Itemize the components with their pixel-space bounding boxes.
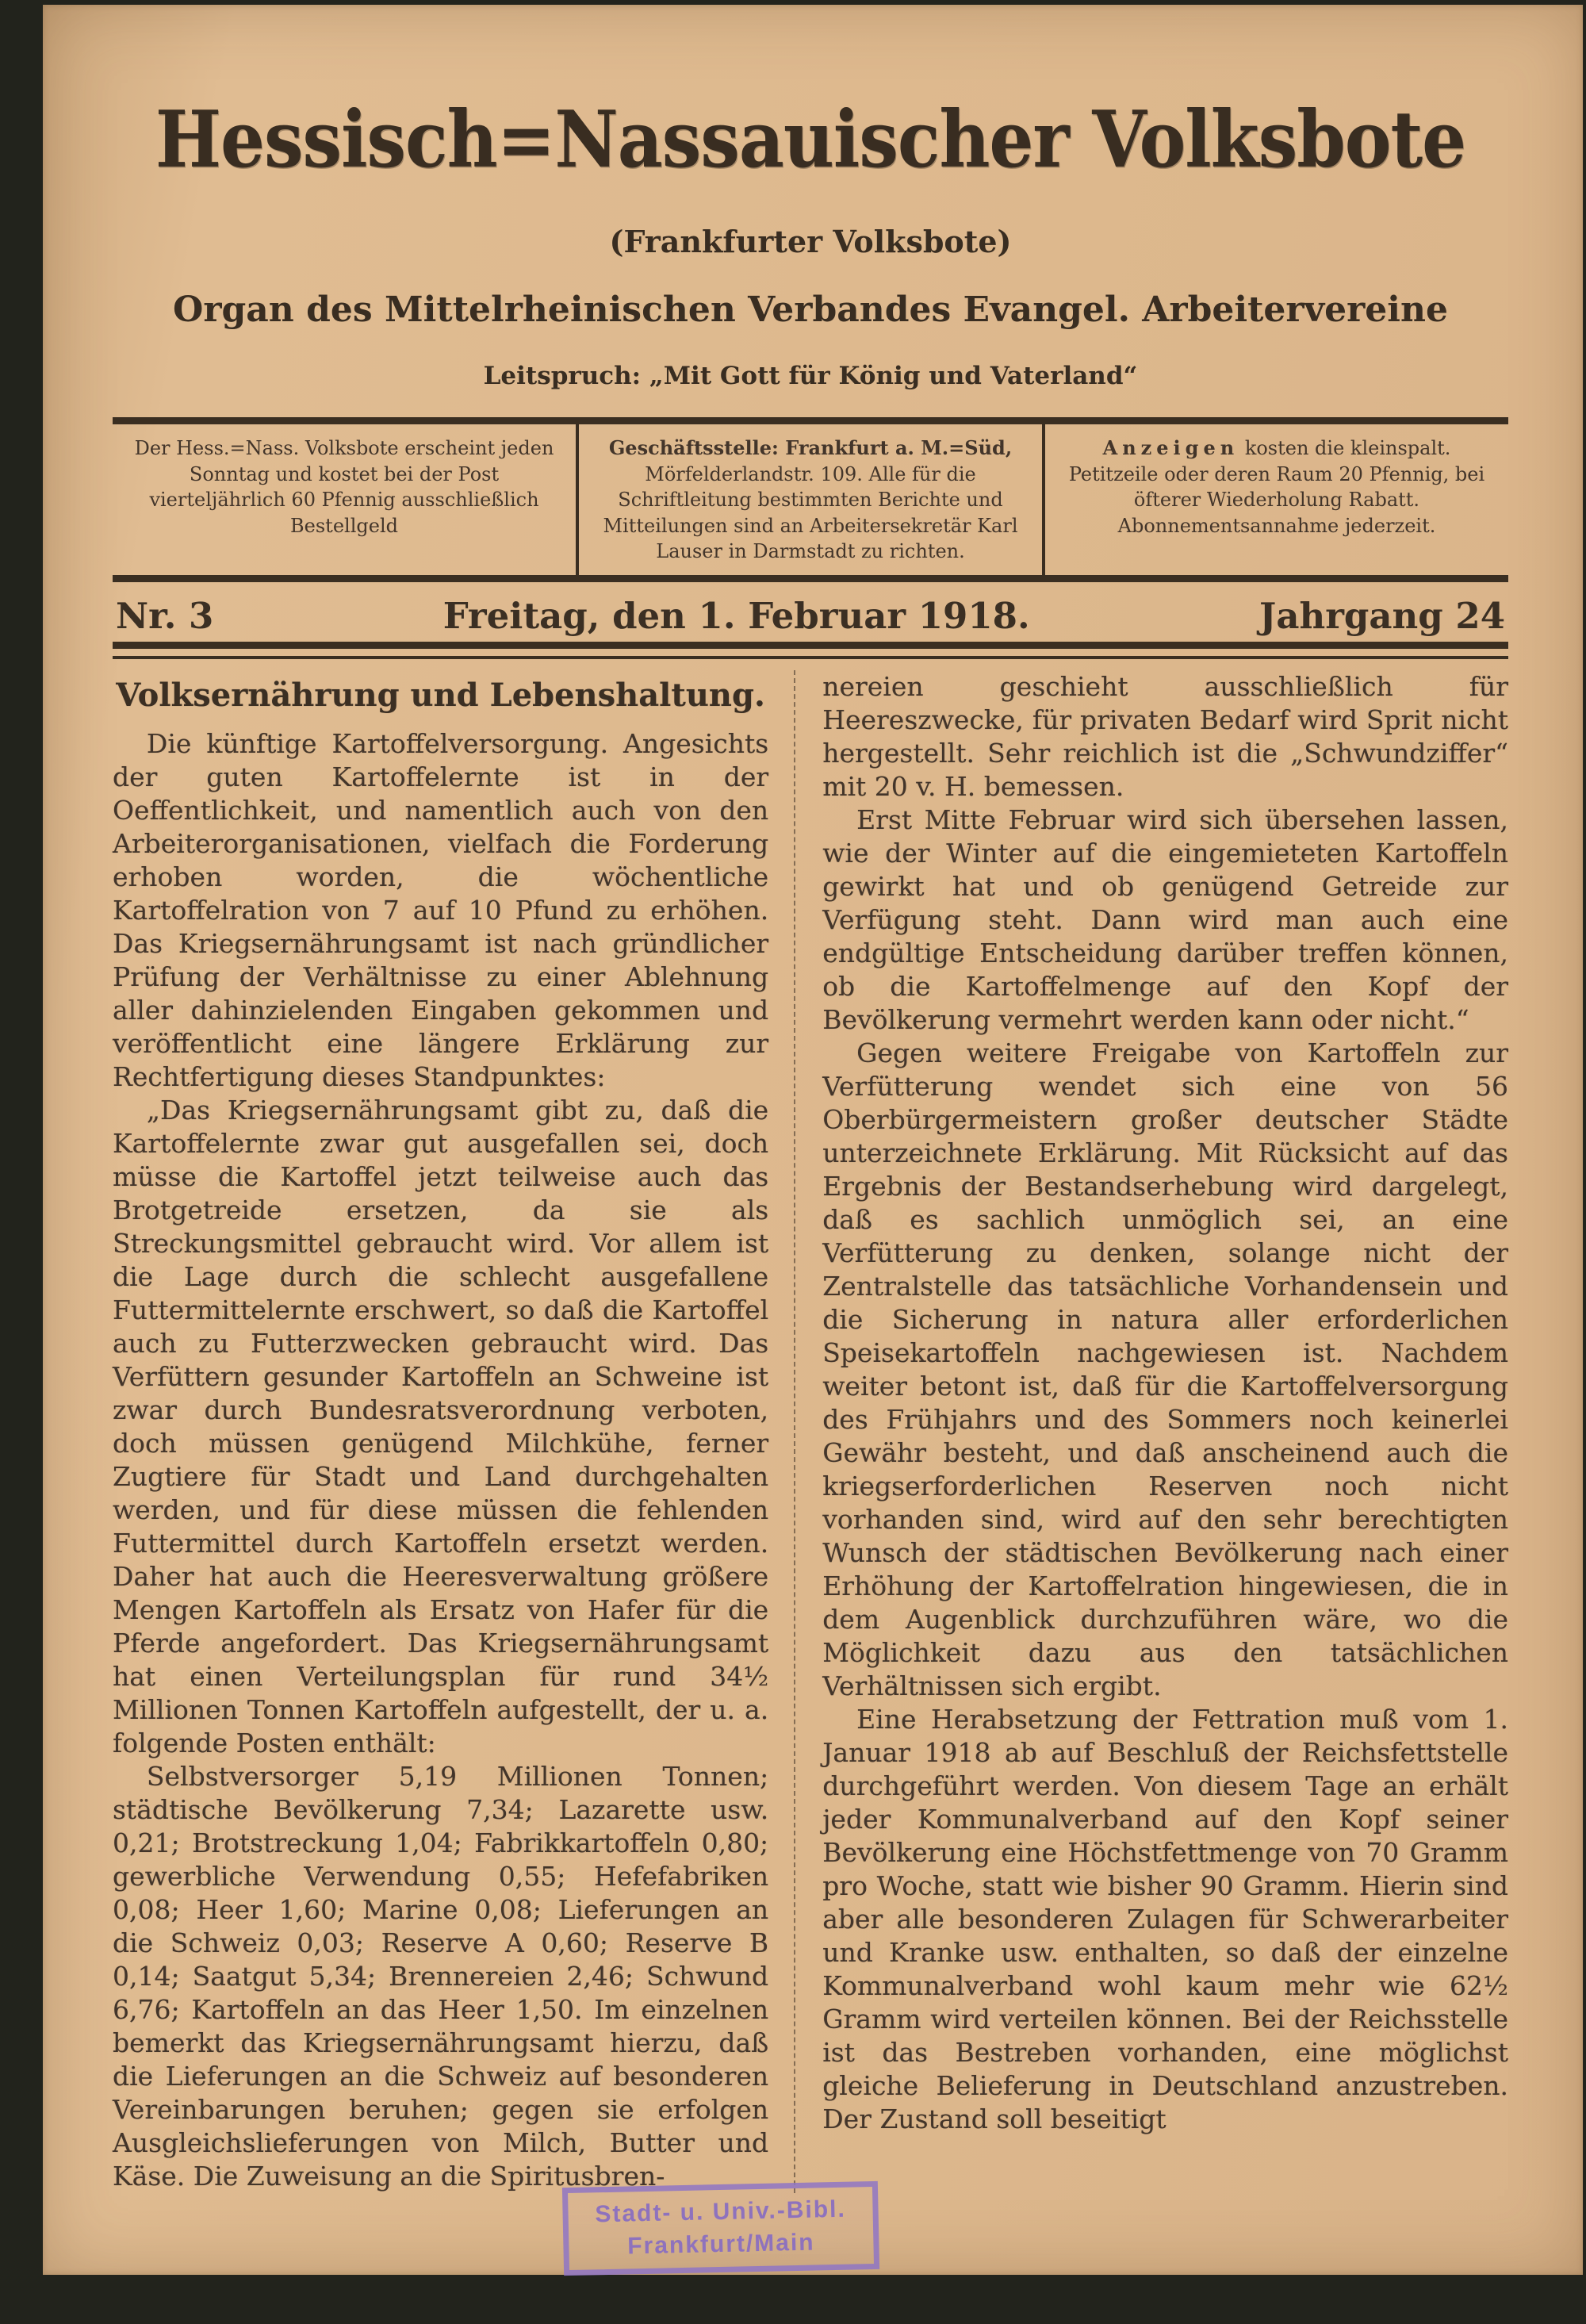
paragraph: Gegen weitere Freigabe von Kartoffeln zur Verfütterung wendet sich eine von 56 Oberbürgermeistern großer deutscher Städte unterzeichnete Erklärung. Mit Rücksicht auf das Ergebnis der Bestandserhebung wird dargelegt, daß es sachlich unmöglich sei, an eine Verfütterung zu denken, solange nicht der Zentralstelle das tatsächliche Vorhandensein und die Sicherung in natura aller erforderlichen Speisekartoffeln nachgewiesen ist. Nachdem weiter betont ist, daß für die Kartoffelversorgung des Frühjahrs und des Sommers noch keinerlei Gewähr besteht, und daß anscheinend auch die kriegserforderlichen Reserven noch nicht vorhanden sind, wird auf den sehr berechtigten Wunsch der städtischen Bevölkerung nach einer Erhöhung der Kartoffelration hingewiesen, die in dem Augenblick durchzuführen wäre, wo die Möglichkeit dazu aus den tatsächlichen Verhältnissen sich ergibt. [822, 1037, 1508, 1702]
imprint-ads-text: kosten die kleinspalt. Petitzeile oder deren Raum 20 Pfennig, bei öfterer Wiederholung Rabatt. Abonnementsannahme jederzeit. [1068, 437, 1485, 537]
paragraph: Erst Mitte Februar wird sich übersehen lassen, wie der Winter auf die eingemieteten Kartoffeln gewirkt hat und ob genügend Getreide zur Verfügung steht. Dann wird man auch eine endgültige Entscheidung darüber treffen können, ob die Kartoffelmenge auf den Kopf der Bevölkerung vermehrt werden kann oder nicht.“ [822, 804, 1508, 1036]
imprint-ads-info [1042, 424, 1508, 575]
paragraph: Selbstversorger 5,19 Millionen Tonnen; städtische Bevölkerung 7,34; Lazarette usw. 0,21; Brotstreckung 1,04; Fabrikkartoffeln 0,80; gewerbliche Verwendung 0,55; Hefefabriken 0,08; Heer 1,60; Marine 0,08; Lieferungen an die Schweiz 0,03; Reserve A 0,60; Reserve B 0,14; Saatgut 5,34; Brennereien 2,46; Schwund 6,76; Kartoffeln an das Heer 1,50. Im einzelnen bemerkt das Kriegsernährungsamt hierzu, daß die Lieferungen an die Schweiz auf besonderen Vereinbarungen beruhen; gegen sie erfolgen Ausgleichslieferungen von Milch, Butter und Käse. Die Zuweisung an die Spiritusbren- [113, 1761, 769, 2192]
masthead-subtitle: (Frankfurter Volksbote) [609, 224, 1012, 260]
paragraph: „Das Kriegsernährungsamt gibt zu, daß die Kartoffelernte zwar gut ausgefallen sei, doch müsse die Kartoffel jetzt teilweise auch das Brotgetreide ersetzen, da sie als Streckungsmittel gebraucht wird. Vor allem ist die Lage durch die schlecht ausgefallene Futtermittelernte erschwert, so daß die Kartoffel auch zu Futterzwecken gebraucht wird. Das Verfüttern gesunder Kartoffeln an Schweine ist zwar durch Bundesratsverordnung verboten, doch müssen genügend Milchkühe, ferner Zugtiere für Stadt und Land durchgehalten werden, und für diese müssen die fehlenden Futtermittel durch Kartoffeln ersetzt werden. Daher hat auch die Heeresverwaltung größere Mengen Kartoffeln als Ersatz von Hafer für die Pferde angefordert. Das Kriegsernährungsamt hat einen Verteilungsplan für rund 34½ Millionen Tonnen Kartoffeln aufgestellt, der u. a. folgende Posten enthält: [113, 1095, 769, 1759]
header-rule [113, 642, 1508, 659]
imprint-office-text: Mörfelderlandstr. 109. Alle für die Schriftleitung bestimmten Berichte und Mitteilungen sind an Arbeitersekretär Karl Lauser in Darmstadt zu richten. [603, 462, 1018, 562]
imprint-office-lead: Geschäftsstelle: Frankfurt a. M.=Süd, [608, 436, 1013, 460]
paragraph: Die künftige Kartoffelversorgung. Angesichts der guten Kartoffelernte ist in der Oeffentlichkeit, und namentlich auch von den Arbeiterorganisationen, vielfach die Forderung erhoben worden, die wöchentliche Kartoffelration von 7 auf 10 Pfund zu erhöhen. Das Kriegsernährungsamt ist nach gründlicher Prüfung der Verhältnisse zu einer Ablehnung aller dahinzielenden Eingaben gekommen und veröffentlicht eine längere Erklärung zur Rechtfertigung dieses Standpunktes: [113, 728, 769, 1093]
stamp-line-1: Stadt- u. Univ.-Bibl. [595, 2196, 847, 2228]
stamp-line-2: Frankfurt/Main [626, 2229, 815, 2259]
library-stamp [562, 2181, 879, 2276]
paragraph: Eine Herabsetzung der Fettration muß vom 1. Januar 1918 ab auf Beschluß der Reichsfettstelle durchgeführt werden. Von diesem Tage an erhält jeder Kommunalverband auf den Kopf seiner Bevölkerung eine Höchstfettmenge von 70 Gramm pro Woche, statt wie bisher 90 Gramm. Hierin sind aber alle besonderen Zulagen für Schwerarbeiter und Kranke usw. enthalten, so daß der einzelne Kommunalverband wohl kaum mehr wie 62½ Gramm wird verteilen können. Bei der Reichsstelle ist das Bestreben vorhanden, eine möglichst gleiche Belieferung in Deutschland anzustreben. Der Zustand soll beseitigt [822, 1704, 1508, 2135]
article-body [113, 670, 1508, 2193]
organ-line: Organ des Mittelrheinischen Verbandes Evangel. Arbeitervereine [173, 290, 1448, 331]
volume-number: Jahrgang 24 [1259, 595, 1505, 638]
imprint-ads-lead: Anzeigen [1102, 436, 1239, 460]
masthead [113, 5, 1508, 390]
date-row [113, 582, 1508, 642]
paragraph: nereien geschieht ausschließlich für Heereszwecke, für privaten Bedarf wird Sprit nicht hergestellt. Sehr reichlich ist die „Schwundziffer“ mit 20 v. H. bemessen. [822, 671, 1508, 803]
imprint-office-info [576, 424, 1042, 575]
article-heading: Volksernährung und Lebenshaltung. [116, 677, 765, 715]
imprint-publication-text: Der Hess.=Nass. Volksbote erscheint jeden Sonntag und kostet bei der Post vierteljährlich 60 Pfennig ausschließlich Bestellgeld [134, 437, 554, 537]
issue-date: Freitag, den 1. Februar 1918. [442, 595, 1030, 638]
article-column-left [113, 670, 794, 2193]
masthead-title: Hessisch=Nassauischer Volksbote [155, 93, 1466, 186]
article-column-right [794, 670, 1508, 2193]
imprint-publication-info [113, 424, 576, 575]
newspaper-page [43, 5, 1583, 2275]
imprint-box [113, 417, 1508, 582]
motto-line: Leitspruch: „Mit Gott für König und Vaterland“ [483, 362, 1138, 391]
issue-number: Nr. 3 [116, 595, 214, 638]
